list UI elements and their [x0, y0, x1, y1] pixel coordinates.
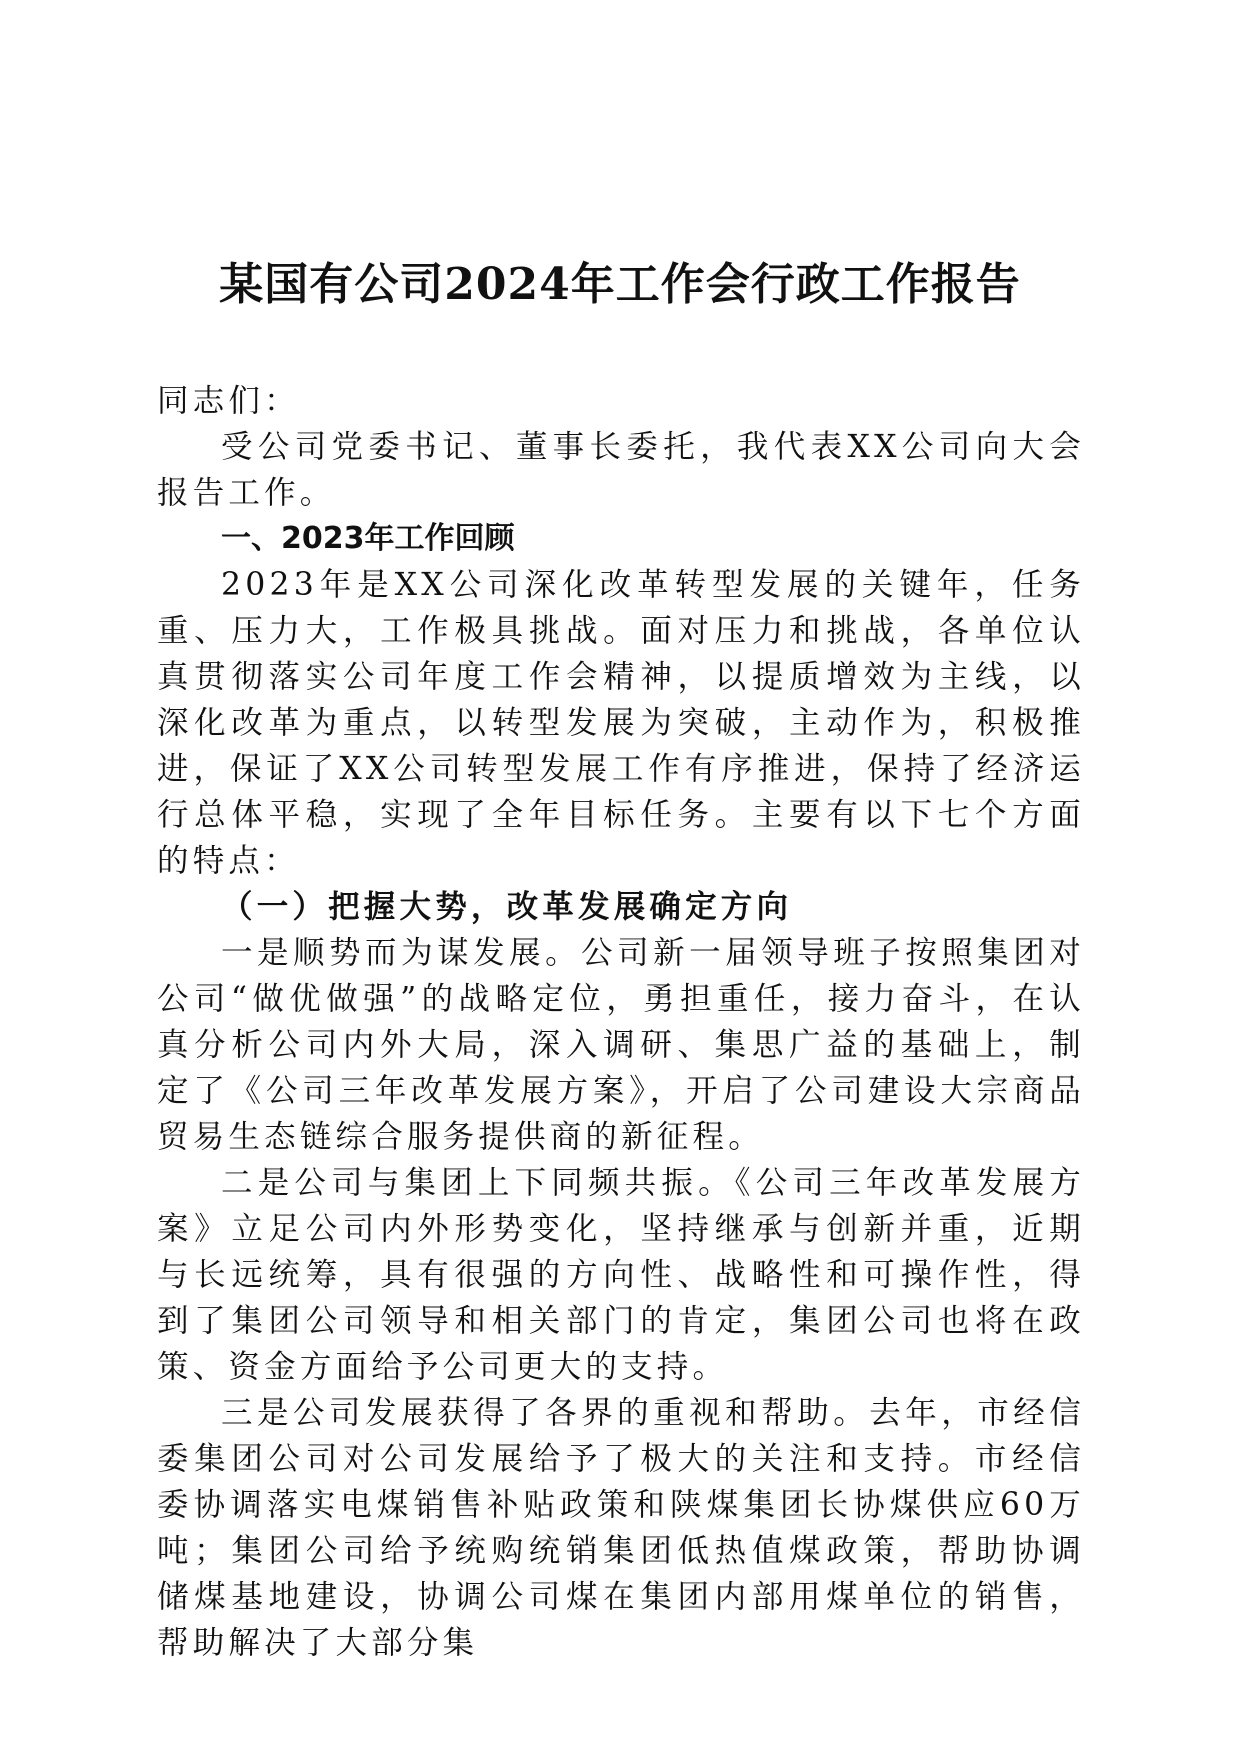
- subsection-heading: （一）把握大势，改革发展确定方向: [221, 888, 793, 925]
- document-body: [157, 378, 1085, 1666]
- section-paragraph: 2023年是XX公司深化改革转型发展的关键年，任务重、压力大，工作极具挑战。面对压力和挑战，各单位认真贯彻落实公司年度工作会精神，以提质增效为主线，以深化改革为重点，以转型发展为突破，主动作为，积极推进，保证了XX公司转型发展工作有序推进，保持了经济运行总体平稳，实现了全年目标任务。主要有以下七个方面的特点：: [157, 567, 1085, 879]
- point-paragraph-1: 一是顺势而为谋发展。公司新一届领导班子按照集团对公司“做优做强”的战略定位，勇担重任，接力奋斗，在认真分析公司内外大局，深入调研、集思广益的基础上，制定了《公司三年改革发展方案》，开启了公司建设大宗商品贸易生态链综合服务提供商的新征程。: [157, 935, 1085, 1155]
- section-heading: 一、2023年工作回顾: [221, 521, 515, 556]
- point-paragraph-3: 三是公司发展获得了各界的重视和帮助。去年，市经信委集团公司对公司发展给予了极大的关注和支持。市经信委协调落实电煤销售补贴政策和陕煤集团长协煤供应60万吨；集团公司给予统购统销集团低热值煤政策，帮助协调储煤基地建设，协调公司煤在集团内部用煤单位的销售，帮助解决了大部分集: [157, 1395, 1085, 1661]
- salutation: 同志们：: [157, 383, 300, 419]
- intro-paragraph: 受公司党委书记、董事长委托，我代表XX公司向大会报告工作。: [157, 429, 1085, 511]
- point-paragraph-2: 二是公司与集团上下同频共振。《公司三年改革发展方案》立足公司内外形势变化，坚持继承与创新并重，近期与长远统筹，具有很强的方向性、战略性和可操作性，得到了集团公司领导和相关部门的肯定，集团公司也将在政策、资金方面给予公司更大的支持。: [157, 1165, 1085, 1385]
- document-title: 某国有公司2024年工作会行政工作报告: [219, 259, 1021, 310]
